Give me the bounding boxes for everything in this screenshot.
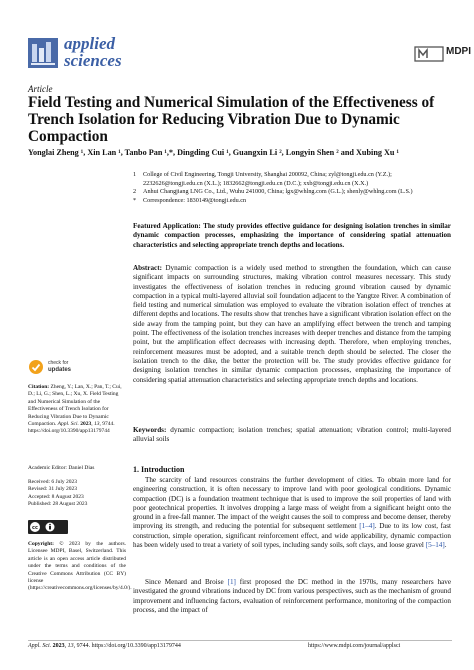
correspondence-marker: * (133, 197, 137, 205)
paragraph-text: . Due to its low cost, fast construction, simple operation, significant reinforcement effect, and wide applicability, dynamic compaction has been widely used to treat a variety of soil types, including sandy soils, soft clays, and loose gravel (133, 522, 451, 550)
correspondence-text: Correspondence: 1830149@tongji.edu.cn (143, 197, 247, 205)
abstract (133, 264, 451, 385)
citation-text: Zheng, Y.; Lan, X.; Pan, T.; Cui, D.; Li, G.; Shen, L.; Xu, X. Field Testing and Numerical Simulation of the Effectiveness of Trench Isolation for Reducing Vibration Due to Dynamic Compaction. (28, 384, 122, 428)
date-published: Published: 28 August 2023 (28, 501, 88, 508)
featured-label: Featured Application: (133, 222, 201, 230)
abstract-text: Dynamic compaction is a widely used method to strengthen the foundation, which can cause significant impacts on surrounding structures, making vibration control measures necessary. This study investigates the effectiveness of isolation trenches in reducing ground vibration caused by dynamic compaction in a typical multi-layered alluvial soil foundation adjacent to the Yangtze River. A combination of field testing and numerical simulation was employed to evaluate the vibration isolation effect of trenches at different depths and locations. The results show that trenches have a significant vibration isolation effect on the side away from the tamping point, but they can have an amplifying effect between the trench and tamping point. The effectiveness of the isolation trenches increases with deeper trenches and distance from the tamping point, but the amplification effect decreases with increasing depth. Therefore, when employing trenches, reinforcement measures must be adopted, and a suitable trench depth should be selected. The closer the isolation trench to the dike, the better the protection will be. The study provides effective guidance for designing isolation trenches in similar dynamic compaction processes, emphasizing the importance of considering spatial attenuation characteristics and selecting appropriate trench depths and locations. (133, 264, 451, 384)
citation-link[interactable]: [1] (227, 578, 236, 586)
citation-label: Citation: (28, 384, 50, 390)
footer-journal: Appl. Sci. (28, 643, 52, 649)
date-accepted: Accepted: 8 August 2023 (28, 493, 84, 500)
citation-journal: Appl. Sci. (57, 421, 79, 428)
license-text: © 2023 by the authors. Licensee MDPI, Basel, Switzerland. This article is an open access article distributed under the terms and conditions of the Creative Commons Attribution (CC BY) license (https://creativecommons.org/licenses/by/4.0/). (28, 541, 132, 592)
article-type: Article (28, 84, 53, 94)
journal-name (64, 35, 184, 69)
section-heading: 1. Introduction (133, 465, 185, 474)
citation-year: 2023 (80, 421, 92, 428)
license-label: Copyright: (28, 541, 54, 547)
keywords (133, 426, 451, 445)
featured-application (133, 222, 451, 250)
check-for-updates-link[interactable] (48, 360, 71, 374)
mdpi-logo-icon (414, 46, 444, 62)
date-revised: Revised: 31 July 2023 (28, 486, 78, 493)
journal-name-line2: sciences (64, 51, 122, 70)
publication-dates (28, 479, 126, 509)
license-block (28, 541, 132, 593)
featured-text: The study provides effective guidance for designing isolation trenches in similar dynamic compaction processes, emphasizing the importance of considering spatial attenuation characteristics and selecting appropriate trench depths and locations. (133, 222, 451, 249)
citation-link[interactable]: [1–4] (359, 522, 375, 531)
citation-link[interactable]: [5–14] (425, 541, 445, 550)
cc-badge-text: cc (32, 525, 38, 531)
abstract-label: Abstract: (133, 264, 162, 272)
footer-journal-url[interactable]: https://www.mdpi.com/journal/applsci (308, 643, 401, 649)
footer-doi[interactable]: , 9744. https://doi.org/10.3390/app13179744 (73, 643, 181, 649)
keywords-label: Keywords: (133, 426, 167, 434)
date-received: Received: 6 July 2023 (28, 479, 78, 485)
paragraph-text: first proposed the DC method in the 1970s, many researchers have investigated the ground vibrations induced by DC from various perspectives, such as the mechanism of ground improvement and influencing factors, evaluation of reinforcement performance, monitoring of the compaction process, and the impact of (133, 578, 451, 614)
affiliation-text: College of Civil Engineering, Tongji University, Shanghai 200092, China; zyl@tongji.edu.cn (Y.Z.); 2232626@tongji.edu.cn (X.L.); 1832662@tongji.edu.cn (D.C.); xxb@tongji.edu.cn (X.X.) (143, 171, 392, 187)
author-list: Yonglai Zheng ¹, Xin Lan ¹, Tanbo Pan ¹,*, Dingding Cui ¹, Guangxin Li ², Longyin Shen ² and Xubing Xu ¹ (28, 148, 399, 157)
citation-block: Citation: Zheng, Y.; Lan, X.; Pan, T.; Cui, D.; Li, G.; Shen, L.; Xu, X. Field Testing and Numerical Simulation of the Effectiveness of Trench Isolation for Reducing Vibration Due to Dynamic Compaction. Appl. Sci. 2023, 13, 9744. https://doi.org/10.3390/app13179744 (28, 384, 122, 435)
publisher-name: MDPI (446, 46, 471, 57)
paragraph-text: Since Menard and Broise (145, 578, 228, 586)
paper-title: Field Testing and Numerical Simulation of the Effectiveness of Trench Isolation for Reducing Vibration Due to Dynamic Compaction (28, 94, 435, 145)
affiliation-number: 2 (133, 188, 137, 196)
footer-year: 2023 (52, 643, 65, 649)
affiliation-text: Anhui Changjiang LNG Co., Ltd., Wuhu 241000, China; lgx@whlng.com (G.L.); shenly@whlng.com (L.S.) (143, 188, 413, 196)
affiliation-number: 1 (133, 171, 137, 178)
affiliations (133, 171, 453, 206)
cc-by-license-icon[interactable] (28, 520, 68, 534)
paragraph-text: . (444, 541, 447, 550)
updates-line1: check for (48, 360, 69, 366)
affiliation-2 (133, 188, 453, 197)
academic-editor: Academic Editor: Daniel Dias (28, 465, 95, 471)
footer-volume: 13 (67, 643, 74, 649)
footer-citation: Appl. Sci. 2023, 13, 9744. https://doi.org/10.3390/app13179744 (28, 643, 181, 649)
affiliation-1 (133, 171, 453, 188)
paragraph-text: The scarcity of land resources constrains the further development of cities. To obtain more land for engineering construction, it is often necessary to improve land with poor geological conditions. Dynamic compaction (DC) is a foundation treatment technique that is used to improve the soil properties of land with poor geotechnical properties. It involves dropping a large mass of weight from a significant height onto the ground in a free-fall manner. The impact of the weight causes the soil to compress and become denser, thereby improving its strength, and reducing the potential for subsequent settlement (133, 476, 451, 531)
journal-name-line1: applied (64, 34, 115, 53)
journal-logo-icon (28, 38, 58, 68)
check-for-updates-icon[interactable] (28, 358, 44, 376)
citation-volume: 13 (94, 421, 100, 428)
intro-paragraph-1 (133, 476, 451, 550)
updates-line2: updates (48, 367, 72, 373)
intro-paragraph-2 (133, 578, 451, 615)
correspondence (133, 197, 453, 206)
keywords-text: dynamic compaction; isolation trenches; spatial attenuation; vibration control; multi-layered alluvial soils (133, 426, 451, 444)
citation-doi[interactable]: , 9744. https://doi.org/10.3390/app13179744 (28, 421, 115, 435)
footer-divider (28, 640, 452, 641)
